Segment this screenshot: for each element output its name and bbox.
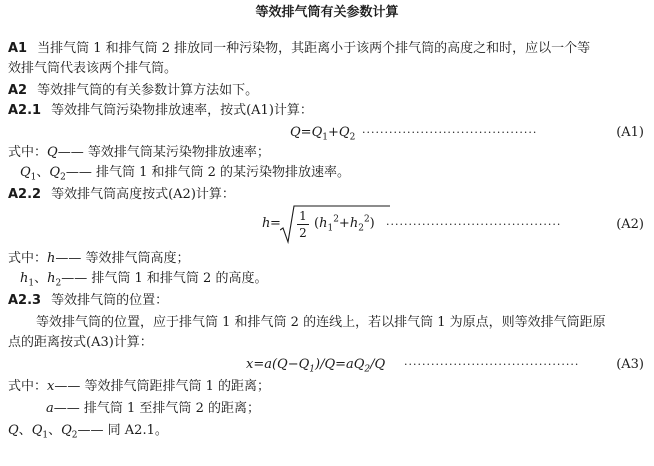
a22-where-sep: 、 <box>34 271 48 286</box>
formula-a2-h2: h <box>349 216 359 231</box>
a21-where-q1-sub: 1 <box>30 172 37 183</box>
a21-where-q1-symbol: Q <box>20 165 31 180</box>
a22-where-h2-sub: 2 <box>55 278 62 289</box>
a1-text-line1: 当排气筒 1 和排气筒 2 排放同一种污染物，其距离小于该两个排气筒的高度之和时，应以一个等 <box>37 41 591 56</box>
formula-a2-h1-sup: 2 <box>333 214 339 225</box>
formula-a1-eq: = <box>300 125 312 140</box>
a23-where-q2-sub: 2 <box>71 430 78 441</box>
formula-a1-plus: + <box>327 125 339 140</box>
formula-a3 <box>246 356 385 374</box>
formula-a2-eq: = <box>270 216 281 231</box>
eq-number-a1: (A1) <box>616 125 644 140</box>
leader-dots-a1: ······································· <box>362 126 538 139</box>
a1-line1 <box>8 40 590 58</box>
a23-where-prefix: 式中： <box>8 379 48 394</box>
formula-a1-sub2: 2 <box>349 132 356 143</box>
a2-heading <box>8 82 258 100</box>
formula-a2-plus: + <box>338 216 350 231</box>
a23-where-sep2: 、 <box>48 423 62 438</box>
a23-where-q1-symbol: Q <box>31 423 43 438</box>
formula-a3-sub2: 2 <box>364 364 371 375</box>
a23-where-q-desc: —— 同 A2.1。 <box>77 423 168 438</box>
a22-text: 等效排气筒高度按式(A2)计算： <box>51 187 235 202</box>
a22-where-h <box>8 250 190 268</box>
a21-heading <box>8 102 313 120</box>
formula-a2-lhs: h <box>262 216 271 231</box>
a1-label: A1 <box>8 41 28 56</box>
a22-label: A2.2 <box>8 187 42 202</box>
formula-a3-part2: )/Q=aQ <box>315 357 365 372</box>
a23-where-q2-symbol: Q <box>61 423 72 438</box>
fraction-bar <box>297 224 309 225</box>
a23-label: A2.3 <box>8 293 42 308</box>
formula-a1 <box>290 124 355 142</box>
a21-where-q-desc: —— 等效排气筒某污染物排放速率； <box>57 145 270 160</box>
formula-a1-q2: Q <box>338 125 350 140</box>
fraction-numerator: 1 <box>299 209 307 223</box>
a22-where-h-desc: —— 等效排气筒高度； <box>55 251 190 266</box>
formula-a2-fraction <box>297 209 309 240</box>
eq-number-a3: (A3) <box>616 357 644 372</box>
a21-where-q-symbol: Q <box>47 145 58 160</box>
a21-label: A2.1 <box>8 103 42 118</box>
a23-where-sep1: 、 <box>18 423 32 438</box>
a21-where-q12-desc: —— 排气筒 1 和排气筒 2 的某污染物排放速率。 <box>65 165 351 180</box>
formula-a2-body <box>314 214 375 234</box>
a23-para-line1: 等效排气筒的位置，应于排气筒 1 和排气筒 2 的连线上，若以排气筒 1 为原点，则等效排气筒距原 <box>36 315 606 330</box>
leader-dots-a3: ······································· <box>404 358 580 371</box>
paren-open: ( <box>314 216 320 231</box>
a21-where-prefix: 式中： <box>8 145 48 160</box>
a23-where-q-symbol: Q <box>8 423 19 438</box>
formula-a3-part1: x=a(Q−Q <box>246 357 310 372</box>
a23-para-line2: 点的距离按式(A3)计算： <box>8 335 153 350</box>
a23-heading <box>8 292 168 310</box>
formula-a1-sub1: 1 <box>322 132 328 143</box>
fraction-denominator: 2 <box>299 226 307 240</box>
a23-where-x-symbol: x <box>47 379 55 394</box>
formula-a2-h2-sup: 2 <box>363 214 370 225</box>
a22-where-h1-symbol: h <box>20 271 29 286</box>
document-title: 等效排气筒有关参数计算 <box>255 5 399 20</box>
a22-heading <box>8 186 235 204</box>
formula-a3-part3: /Q <box>370 357 386 372</box>
a21-where-q <box>8 144 270 162</box>
a22-where-h2-symbol: h <box>47 271 56 286</box>
a21-where-q12 <box>20 164 350 182</box>
a22-where-h12-desc: —— 排气筒 1 和排气筒 2 的高度。 <box>61 271 268 286</box>
formula-a2-h1: h <box>319 216 328 231</box>
a21-where-sep: 、 <box>36 165 50 180</box>
a22-where-h1-sub: 1 <box>28 278 35 289</box>
formula-a2-h1-sub: 1 <box>327 223 334 234</box>
a21-text: 等效排气筒污染物排放速率，按式(A1)计算： <box>51 103 313 118</box>
a23-where-a <box>46 400 260 418</box>
leader-dots-a2: ······································· <box>386 218 562 231</box>
formula-a2-h2-sub: 2 <box>358 223 364 234</box>
a2-label: A2 <box>8 83 28 98</box>
formula-a1-q1: Q <box>311 125 323 140</box>
eq-number-a2: (A2) <box>616 217 644 232</box>
a23-where-a-symbol: a <box>46 401 54 416</box>
a22-where-h12 <box>20 270 267 288</box>
a23-where-x <box>8 378 270 396</box>
a22-where-h-symbol: h <box>47 251 56 266</box>
a23-text: 等效排气筒的位置： <box>51 293 169 308</box>
a23-where-q <box>8 422 168 440</box>
a23-where-q1-sub: 1 <box>42 430 49 441</box>
a23-where-x-desc: —— 等效排气筒距排气筒 1 的距离； <box>54 379 271 394</box>
a2-text: 等效排气筒的有关参数计算方法如下。 <box>37 83 259 98</box>
formula-a3-sub1: 1 <box>309 364 315 375</box>
a21-where-q2-sub: 2 <box>60 172 66 183</box>
a1-line2: 效排气筒代表该两个排气筒。 <box>8 61 178 76</box>
a23-where-a-desc: —— 排气筒 1 至排气筒 2 的距离； <box>53 401 260 416</box>
a22-where-prefix: 式中： <box>8 251 48 266</box>
formula-a1-lhs: Q <box>290 125 301 140</box>
a21-where-q2-symbol: Q <box>49 165 61 180</box>
paren-close: ) <box>369 216 375 231</box>
